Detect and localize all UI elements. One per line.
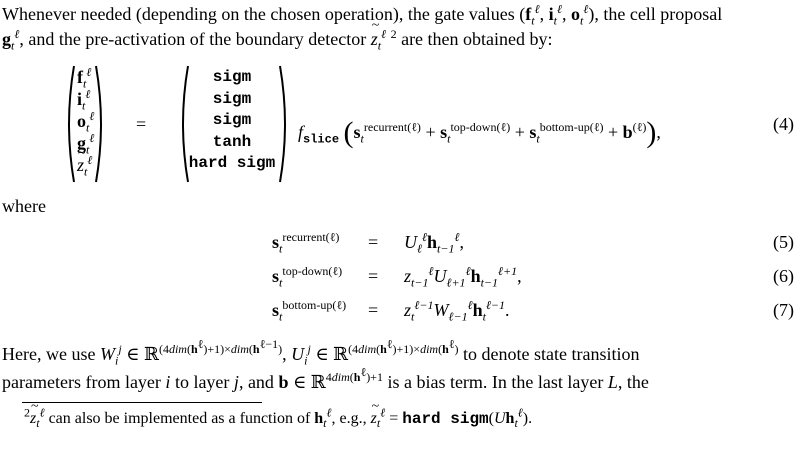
intro-text-a: Whenever needed (depending on the chosen operation), the gate values ( <box>2 4 526 24</box>
eq5-number: (5) <box>773 232 794 252</box>
intro-text-d: are then obtained by: <box>396 29 553 49</box>
eq4-number: (4) <box>773 114 794 134</box>
intro-text-b: ), the cell proposal <box>588 4 723 24</box>
eq6-lhs: $s_t^{top-down(\ell)}$ <box>272 264 343 290</box>
eq7-rhs: $z_t^{\ell-1}W_{\ell-1}^\ell h_t^{\ell-1}$. <box>404 298 510 324</box>
fslice-expression: $f_{slice}$ $(s_t^{recurrent(\ell)} + s_t^{top-down(\ell)} + s_t^{bottom-up(\ell)} + b^{(\ell)})$, <box>298 116 661 149</box>
term-recurrent-sup: recurrent(ℓ) <box>363 120 421 134</box>
eq7-number: (7) <box>773 300 794 320</box>
eq5-lhs: $s_t^{recurrent(\ell)}$ <box>272 230 340 256</box>
func-hard-sigm: hard sigm <box>188 154 276 172</box>
func-sigm-3: sigm <box>212 111 252 129</box>
eq4-equals: = <box>136 114 147 134</box>
right-paren-rhs <box>278 64 292 184</box>
rhs-functions <box>186 67 278 175</box>
lhs-vector: $f_t^\ell$ $i_t^\ell$ $o_t^\ell$ $g_t^\ell$ ~ $z_t^\ell$ <box>77 66 94 176</box>
footnote-ref: 2 <box>390 27 397 41</box>
intro-line-1: Whenever needed (depending on the chosen operation), the gate values ($f_t^\ell$, $i_t^\ell$, $o_t^\ell$), the cell proposal <box>2 2 723 28</box>
term-bottomup-sup: bottom-up(ℓ) <box>539 120 604 134</box>
eq6-rhs: $z_{t-1}^\ell U_{\ell+1}^\ell h_{t-1}^{\ell+1}$, <box>404 264 522 290</box>
intro-text-c: , and the pre-activation of the boundary detector <box>19 29 371 49</box>
term-topdown-sup: top-down(ℓ) <box>450 120 511 134</box>
eq7-lhs: $s_t^{bottom-up(\ell)}$ <box>272 298 347 324</box>
paragraph-line-2: parameters from layer i to layer j, and b ∈ ℝ$^{4dim(h^\ell)+1}$ is a bias term. In the last layer L, the <box>2 365 649 392</box>
footnote: $^2$~ $z_t^\ell$ can also be implemented as a function of $h_t^\ell$, e.g., ~ $z_t^\ell$ = hard $sigm(Uh_t^\ell)$. <box>24 410 532 428</box>
right-paren-lhs <box>94 64 108 184</box>
paragraph-line-1: Here, we use $W_i^j$ ∈ ℝ$^{(4dim(h^\ell)+1)\times dim(h^{\ell-1})}$, $U_i^j$ ∈ ℝ$^{(4dim(h^\ell)+1)\times dim(h^\ell)}$ to denote state transition <box>2 337 640 368</box>
eq6-number: (6) <box>773 266 794 286</box>
where-label: where <box>2 196 46 216</box>
intro-line-2: $g_t^\ell$, and the pre-activation of the boundary detector ~ $z_t^\ell$ $^2$ are then obtained by: <box>2 29 553 50</box>
eq5-rhs: $U_\ell^\ell h_{t-1}^\ell$, <box>404 230 464 256</box>
func-tanh: tanh <box>212 132 252 151</box>
left-paren-lhs <box>62 64 76 184</box>
func-sigm-1: sigm <box>212 68 252 86</box>
footnote-rule <box>22 402 262 403</box>
func-sigm-2: sigm <box>212 89 252 108</box>
